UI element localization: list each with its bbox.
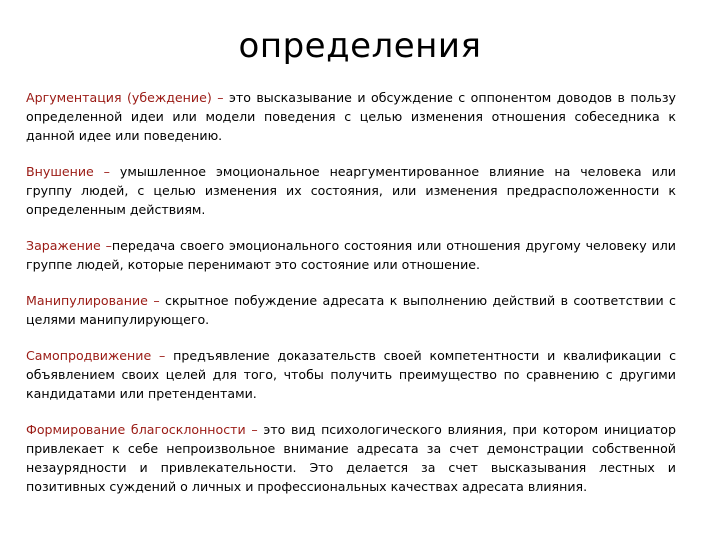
definition-text: это вид психологического влияния, при котором инициатор привлекает к себе непроизвольное внимание адресата за счет демонстрации собственной незаурядности и привлекательности. Это делается за счет высказывания лестных и позитивных суждений о личных и профессиональных качествах адресата влияния. [26, 422, 676, 494]
definition-dash: – [100, 238, 112, 253]
definition-text: это высказывание и обсуждение с оппонентом доводов в пользу определенной идеи или модели поведения с целью изменения отношения собеседника к данной идее или поведению. [26, 90, 676, 143]
definition-dash: – [151, 348, 174, 363]
definition-argumentation [26, 88, 676, 145]
definition-term: Аргументация (убеждение) [26, 90, 212, 105]
definition-dash: – [245, 422, 264, 437]
definition-text: умышленное эмоциональное неаргументированное влияние на человека или группу людей, с целью изменения их состояния, или изменения предрасположенности к определенным действиям. [26, 164, 676, 217]
definition-term: Заражение [26, 238, 101, 253]
definition-text: предъявление доказательств своей компетентности и квалификации с объявлением своих целей для того, чтобы получить преимущество по сравнению с другими кандидатами или претендентами. [26, 348, 676, 401]
definition-dash: – [147, 293, 166, 308]
definition-term: Внушение [26, 164, 94, 179]
page-title: определения [238, 26, 482, 66]
definition-term: Самопродвижение [26, 348, 152, 363]
definition-manipulation [26, 291, 676, 329]
definition-text: передача своего эмоционального состояния или отношения другому человеку или группе людей, которые перенимают это состояние или отношение. [26, 238, 676, 272]
definition-self-promotion [26, 346, 676, 403]
definition-text: скрытное побуждение адресата к выполнению действий в соответствии с целями манипулирующего. [26, 293, 676, 327]
definition-contagion [26, 236, 676, 274]
definition-dash: – [211, 90, 229, 105]
definition-ingratiation [26, 420, 676, 496]
definition-term: Манипулирование [26, 293, 148, 308]
definition-term: Формирование благосклонности [26, 422, 246, 437]
definition-dash: – [93, 164, 120, 179]
definition-suggestion [26, 162, 676, 219]
definitions-list [26, 88, 676, 496]
